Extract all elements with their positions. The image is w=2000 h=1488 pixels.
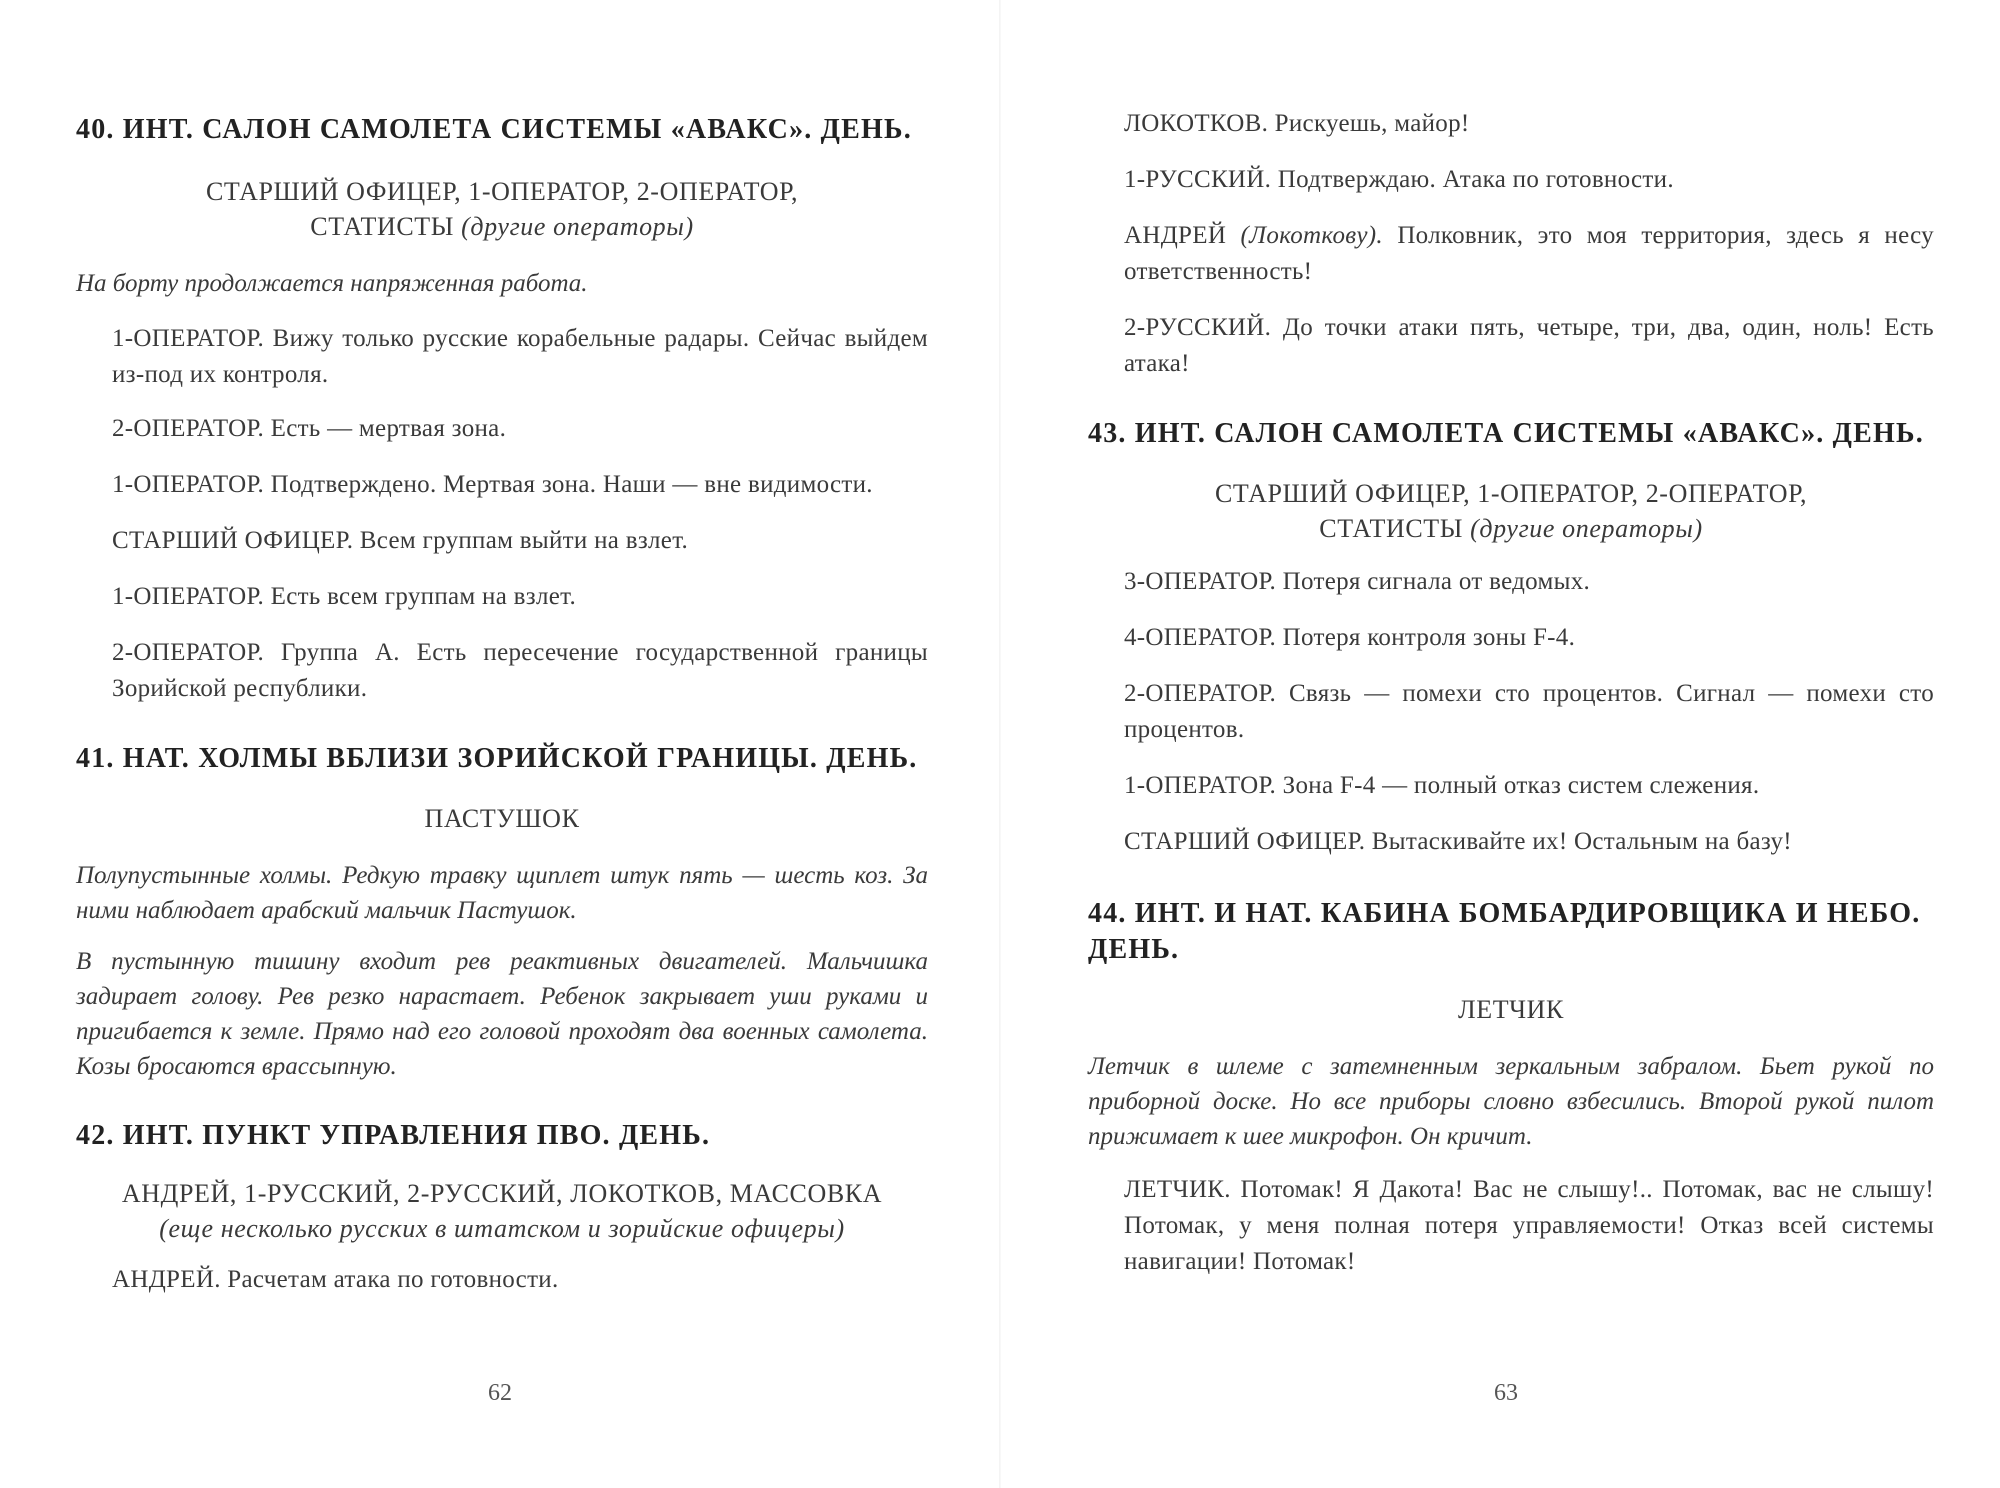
scene-41-remark-1: Полупустынные холмы. Редкую травку щиплет штук пять — шесть коз. За ними наблюдает арабский мальчик Пастушок. [76,862,928,924]
scene-43-cast [1088,476,1934,546]
scene-43-line-2: 4-ОПЕРАТОР. Потеря контроля зоны F-4. [1124,624,1576,651]
scene-40-remark: На борту продолжается напряженная работа. [76,270,588,297]
scene-43-cast-line2: СТАТИСТЫ [1319,514,1464,543]
scene-42-heading: 42. ИНТ. ПУНКТ УПРАВЛЕНИЯ ПВО. ДЕНЬ. [76,1120,711,1151]
left-page-text [76,100,928,1298]
scene-40-line-5: 1-ОПЕРАТОР. Есть всем группам на взлет. [112,583,577,610]
scene-40-cast [76,174,928,244]
scene-40-line-1: 1-ОПЕРАТОР. Вижу только русские корабельные радары. Сейчас выйдем из-под их контроля. [112,325,928,388]
scene-43-line-4: 1-ОПЕРАТОР. Зона F-4 — полный отказ систем слежения. [1124,772,1760,799]
cont-line-1: ЛОКОТКОВ. Рискуешь, майор! [1124,110,1470,137]
cont-line-3-note: (Локоткову). [1240,222,1383,249]
right-page-text [1088,100,1934,1280]
scene-43-line-5: СТАРШИЙ ОФИЦЕР. Вытаскивайте их! Остальным на базу! [1124,828,1792,855]
right-page [1000,0,2000,1488]
scene-42-cast-line1: АНДРЕЙ, 1-РУССКИЙ, 2-РУССКИЙ, ЛОКОТКОВ, МАССОВКА [121,1179,883,1208]
page-number: 63 [1494,1380,1518,1406]
cont-line-3 [1124,218,1934,290]
scene-41-remark-2: В пустынную тишину входит рев реактивных двигателей. Мальчишка задирает голову. Рев резко нарастает. Ребенок закрывает уши руками и пригибается к земле. Прямо над его головой проходят два военных самолета. Козы бросаются врассыпную. [76,948,928,1080]
scene-41-cast: ПАСТУШОК [424,804,580,833]
scene-44-remark: Летчик в шлеме с затемненным зеркальным забралом. Бьет рукой по приборной доске. Но все приборы словно взбесились. Второй рукой пилот прижимает к шее микрофон. Он кричит. [1088,1053,1934,1150]
scene-43-cast-note: (другие операторы) [1470,514,1703,543]
scene-40-cast-line1: СТАРШИЙ ОФИЦЕР, 1-ОПЕРАТОР, 2-ОПЕРАТОР, [205,177,799,206]
cont-line-3-speaker: АНДРЕЙ [1124,222,1227,249]
scene-40-line-3: 1-ОПЕРАТОР. Подтверждено. Мертвая зона. Наши — вне видимости. [112,471,873,498]
scene-40-line-2: 2-ОПЕРАТОР. Есть — мертвая зона. [112,415,507,442]
cont-line-3-text: Полковник, это моя территория, здесь я несу ответственность! [1124,222,1934,285]
scene-40-heading: 40. ИНТ. САЛОН САМОЛЕТА СИСТЕМЫ «АВАКС». ДЕНЬ. [76,114,912,145]
cont-line-4: 2-РУССКИЙ. До точки атаки пять, четыре, три, два, один, ноль! Есть атака! [1124,314,1934,377]
scene-40-line-4: СТАРШИЙ ОФИЦЕР. Всем группам выйти на взлет. [112,527,689,554]
scene-43-line-3: 2-ОПЕРАТОР. Связь — помехи сто процентов. Сигнал — помехи сто процентов. [1124,680,1934,743]
scene-43-heading: 43. ИНТ. САЛОН САМОЛЕТА СИСТЕМЫ «АВАКС». ДЕНЬ. [1088,418,1924,449]
page-number: 62 [488,1380,512,1406]
scene-42-cast [76,1176,928,1246]
scene-44-cast: ЛЕТЧИК [1457,995,1564,1024]
scene-42-cast-note: (еще несколько русских в штатском и зорийские офицеры) [159,1214,845,1243]
scene-44-heading: 44. ИНТ. И НАТ. КАБИНА БОМБАРДИРОВЩИКА И НЕБО. ДЕНЬ. [1088,898,1921,965]
scene-41-heading: 41. НАТ. ХОЛМЫ ВБЛИЗИ ЗОРИЙСКОЙ ГРАНИЦЫ. ДЕНЬ. [76,743,918,774]
scene-43-cast-line1: СТАРШИЙ ОФИЦЕР, 1-ОПЕРАТОР, 2-ОПЕРАТОР, [1214,479,1808,508]
cont-line-2: 1-РУССКИЙ. Подтверждаю. Атака по готовности. [1124,166,1674,193]
scene-44-line-1: ЛЕТЧИК. Потомак! Я Дакота! Вас не слышу!.. Потомак, вас не слышу! Потомак, у меня полная потеря управляемости! Отказ всей системы навигации! Потомак! [1124,1176,1934,1275]
scene-40-line-6: 2-ОПЕРАТОР. Группа А. Есть пересечение государственной границы Зорийской республики. [112,639,928,702]
scene-40-cast-note: (другие операторы) [461,212,694,241]
scene-40-cast-line2: СТАТИСТЫ [310,212,455,241]
scene-43-line-1: 3-ОПЕРАТОР. Потеря сигнала от ведомых. [1124,568,1591,595]
scene-42-line-1: АНДРЕЙ. Расчетам атака по готовности. [112,1266,559,1293]
